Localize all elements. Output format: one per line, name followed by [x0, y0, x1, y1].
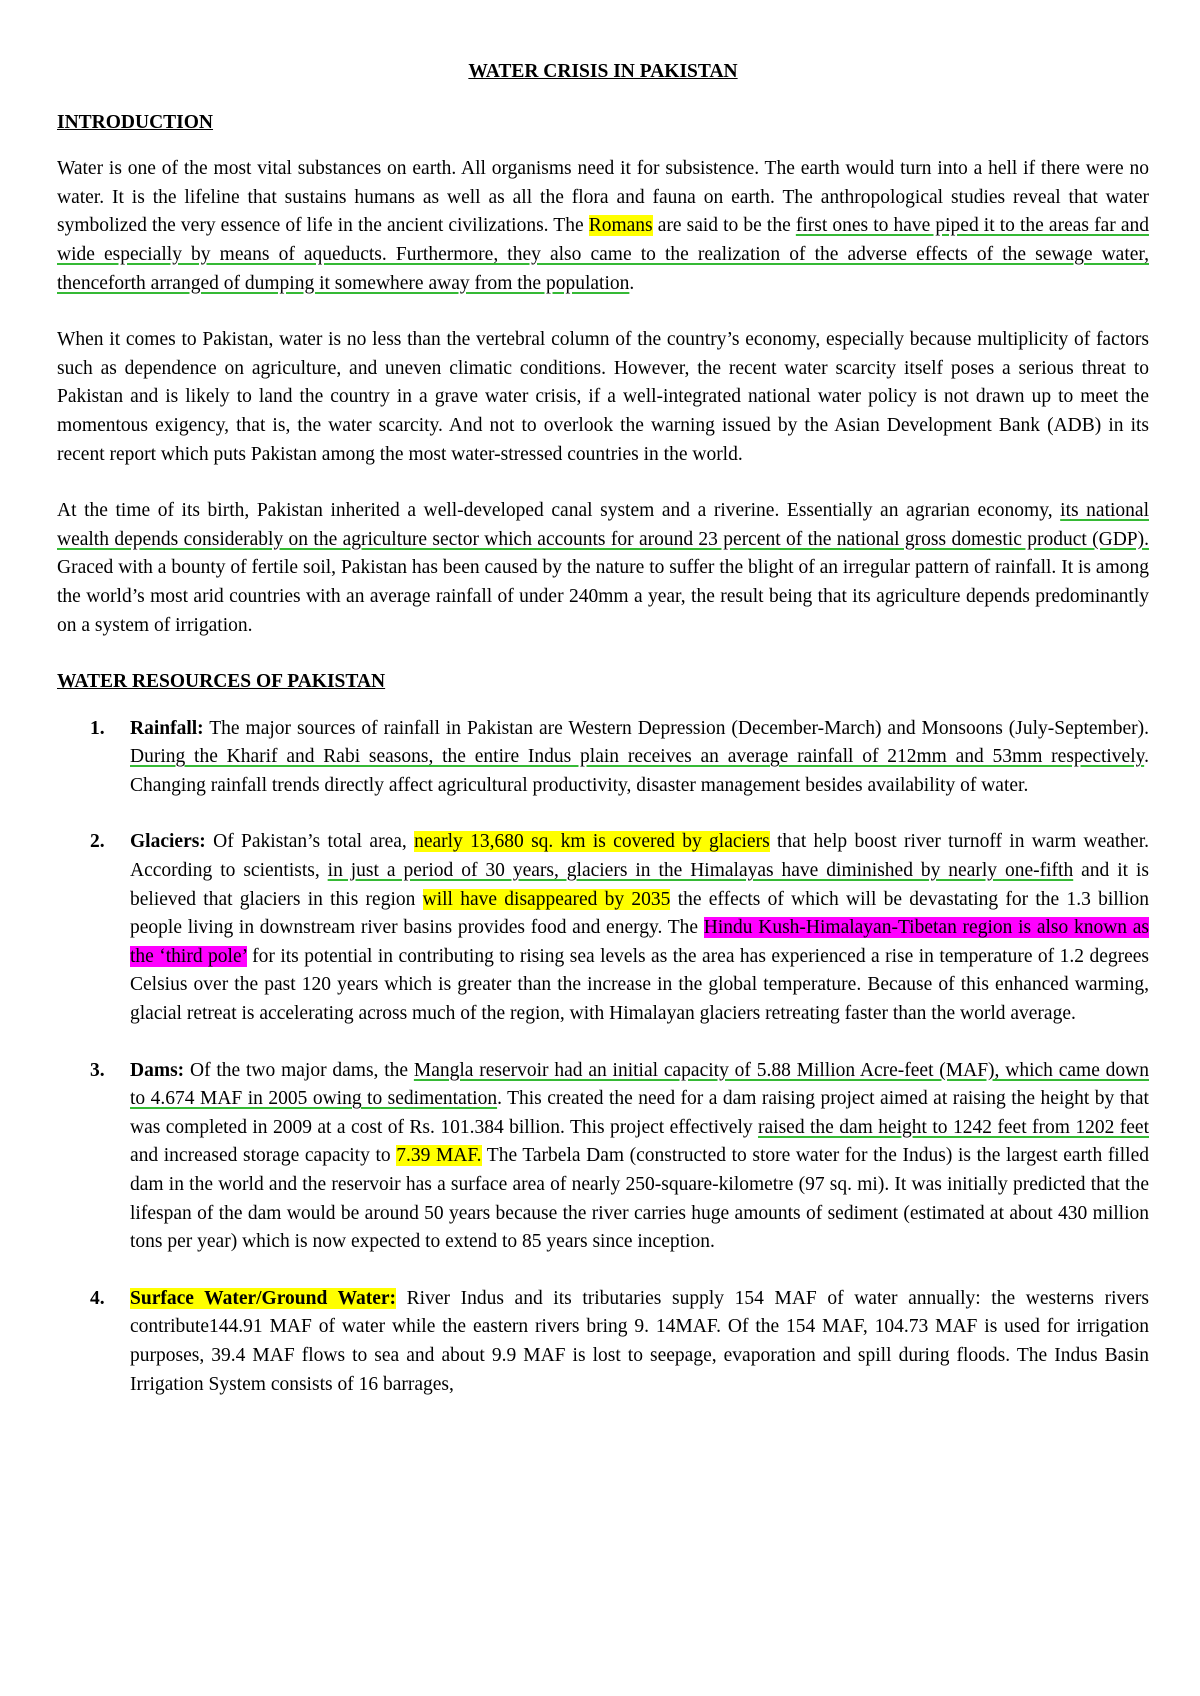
underlined-text: raised the dam height to 1242 feet from 1202 feet — [758, 1116, 1149, 1138]
text-run: . — [629, 272, 635, 294]
intro-paragraph-1 — [57, 155, 1149, 298]
underlined-text: Mangla reservoir had an initial capacity of 5.88 Million Acre-feet (MAF), which came down to 4.674 MAF in 2005 owing to sedimentation — [130, 1059, 1149, 1110]
text-run: The Tarbela Dam (constructed to store water for the Indus) is the largest earth filled dam in the world and the reservoir has a surface area of nearly 250-square-kilometre (97 sq. mi). It was initially predicted that the lifespan of the dam would be around 50 years because the river carries huge amounts of sediment (estimated at about 430 million tons per year) which is now expected to extend to 85 years since inception. — [130, 1145, 1149, 1253]
list-number: 2. — [90, 831, 105, 853]
list-term: Rainfall: — [130, 717, 204, 739]
text-run: At the time of its birth, Pakistan inherited a well-developed canal system and a riverine. Essentially an agrarian economy, — [57, 500, 1061, 522]
text-run: are said to be the — [652, 215, 796, 237]
text-run: The major sources of rainfall in Pakistan are Western Depression (December-March) and Monsoons (July-September). — [203, 717, 1149, 739]
section-heading-resources: WATER RESOURCES OF PAKISTAN — [57, 671, 386, 693]
list-term: Surface Water/Ground Water: — [130, 1287, 397, 1309]
text-run: Water is one of the most vital substances on earth. All organisms need it for subsistence. The earth would turn into a hell if there were no water. It is the lifeline that sustains humans as well as all the flora and fauna on earth. The anthropological studies reveal that water symbolized the very essence of life in the ancient civilizations. The — [57, 158, 1149, 237]
text-run: . Changing rainfall trends directly affect agricultural productivity, disaster management besides availability of water. — [130, 746, 1149, 796]
underlined-text: first ones to have piped it to the areas far and wide especially by means of aqueducts. Furthermore, they also came to the realization of the adverse effects of the sewage water, thenceforth arranged of dumping it somewhere away from the population — [57, 215, 1149, 294]
text-run: . This created the need for a dam raising project aimed at raising the height by that was completed in 2009 at a cost of Rs. 101.384 billion. This project effectively — [130, 1088, 1149, 1138]
highlight-yellow: Romans — [588, 215, 653, 237]
text-run: Of Pakistan’s total area, — [205, 831, 415, 853]
text-run: and increased storage capacity to — [130, 1145, 397, 1167]
list-number: 1. — [90, 717, 105, 739]
text-run: and it is believed that glaciers in this region — [130, 860, 1150, 910]
text-run: for its potential in contributing to rising sea levels as the area has experienced a rise in temperature of 1.2 degrees Celsius over the past 120 years which is greater than the increase in the global temperature. Because of this enhanced warming, glacial retreat is accelerating across much of the region, with Himalayan glaciers retreating faster than the world average. — [130, 945, 1149, 1025]
text-run: the effects of which will be devastating for the 1.3 billion people living in downstream river basins provides food and energy. The — [130, 888, 1150, 939]
highlight-yellow: will have disappeared by 2035 — [422, 888, 671, 910]
list-term: Glaciers: — [130, 831, 206, 853]
underlined-text: in just a period of 30 years, glaciers in the Himalayas have diminished by nearly one-fifth — [327, 860, 1074, 882]
highlight-pink: Hindu Kush-Himalayan-Tibetan region is also known as the ‘third pole’ — [130, 917, 1149, 967]
list-item-rainfall — [57, 715, 1149, 801]
text-run: Of the two major dams, the — [184, 1059, 414, 1081]
text-run: Graced with a bounty of fertile soil, Pakistan has been caused by the nature to suffer the blight of an irregular pattern of rainfall. It is among the world’s most arid countries with an average rainfall of under 240mm a year, the result being that its agriculture depends predominantly on a system of irrigation. — [57, 557, 1149, 636]
list-item-surface-water — [57, 1285, 1149, 1399]
list-item-glaciers — [57, 828, 1149, 1028]
section-heading-introduction: INTRODUCTION — [57, 111, 214, 133]
resources-list — [57, 715, 1149, 1399]
intro-paragraph-3 — [57, 497, 1149, 640]
text-run: River Indus and its tributaries supply 154 MAF of water annually: the westerns rivers contribute144.91 MAF of water while the eastern rivers bring 9. 14MAF. Of the 154 MAF, 104.73 MAF is used for irrigation purposes, 39.4 MAF flows to sea and about 9.9 MAF is lost to seepage, evaporation and spill during floods. The Indus Basin Irrigation System consists of 16 barrages, — [130, 1287, 1149, 1395]
underlined-text: During the Kharif and Rabi seasons, the entire Indus plain receives an average rainfall of 212mm and 53mm respectively — [130, 746, 1145, 768]
highlight-yellow: 7.39 MAF. — [396, 1145, 482, 1167]
list-number: 4. — [90, 1287, 105, 1309]
list-item-dams — [57, 1057, 1149, 1257]
underlined-text: its national wealth depends considerably on the agriculture sector which accounts for around 23 percent of the national gross domestic product (GDP). — [57, 500, 1149, 550]
document-title: WATER CRISIS IN PAKISTAN — [468, 61, 738, 82]
document-page — [57, 58, 1149, 1427]
text-run: that help boost river turnoff in warm weather. According to scientists, — [130, 831, 1149, 882]
list-number: 3. — [90, 1059, 105, 1081]
list-term: Dams: — [130, 1059, 185, 1081]
highlight-yellow: nearly 13,680 sq. km is covered by glaciers — [414, 831, 770, 853]
intro-paragraph-2: When it comes to Pakistan, water is no less than the vertebral column of the country’s economy, especially because multiplicity of factors such as dependence on agriculture, and uneven climatic conditions. However, the recent water scarcity itself poses a serious threat to Pakistan and is likely to land the country in a grave water crisis, if a well-integrated national water policy is not drawn up to meet the momentous exigency, that is, the water scarcity. And not to overlook the warning issued by the Asian Development Bank (ADB) in its recent report which puts Pakistan among the most water-stressed countries in the world. — [57, 329, 1149, 465]
